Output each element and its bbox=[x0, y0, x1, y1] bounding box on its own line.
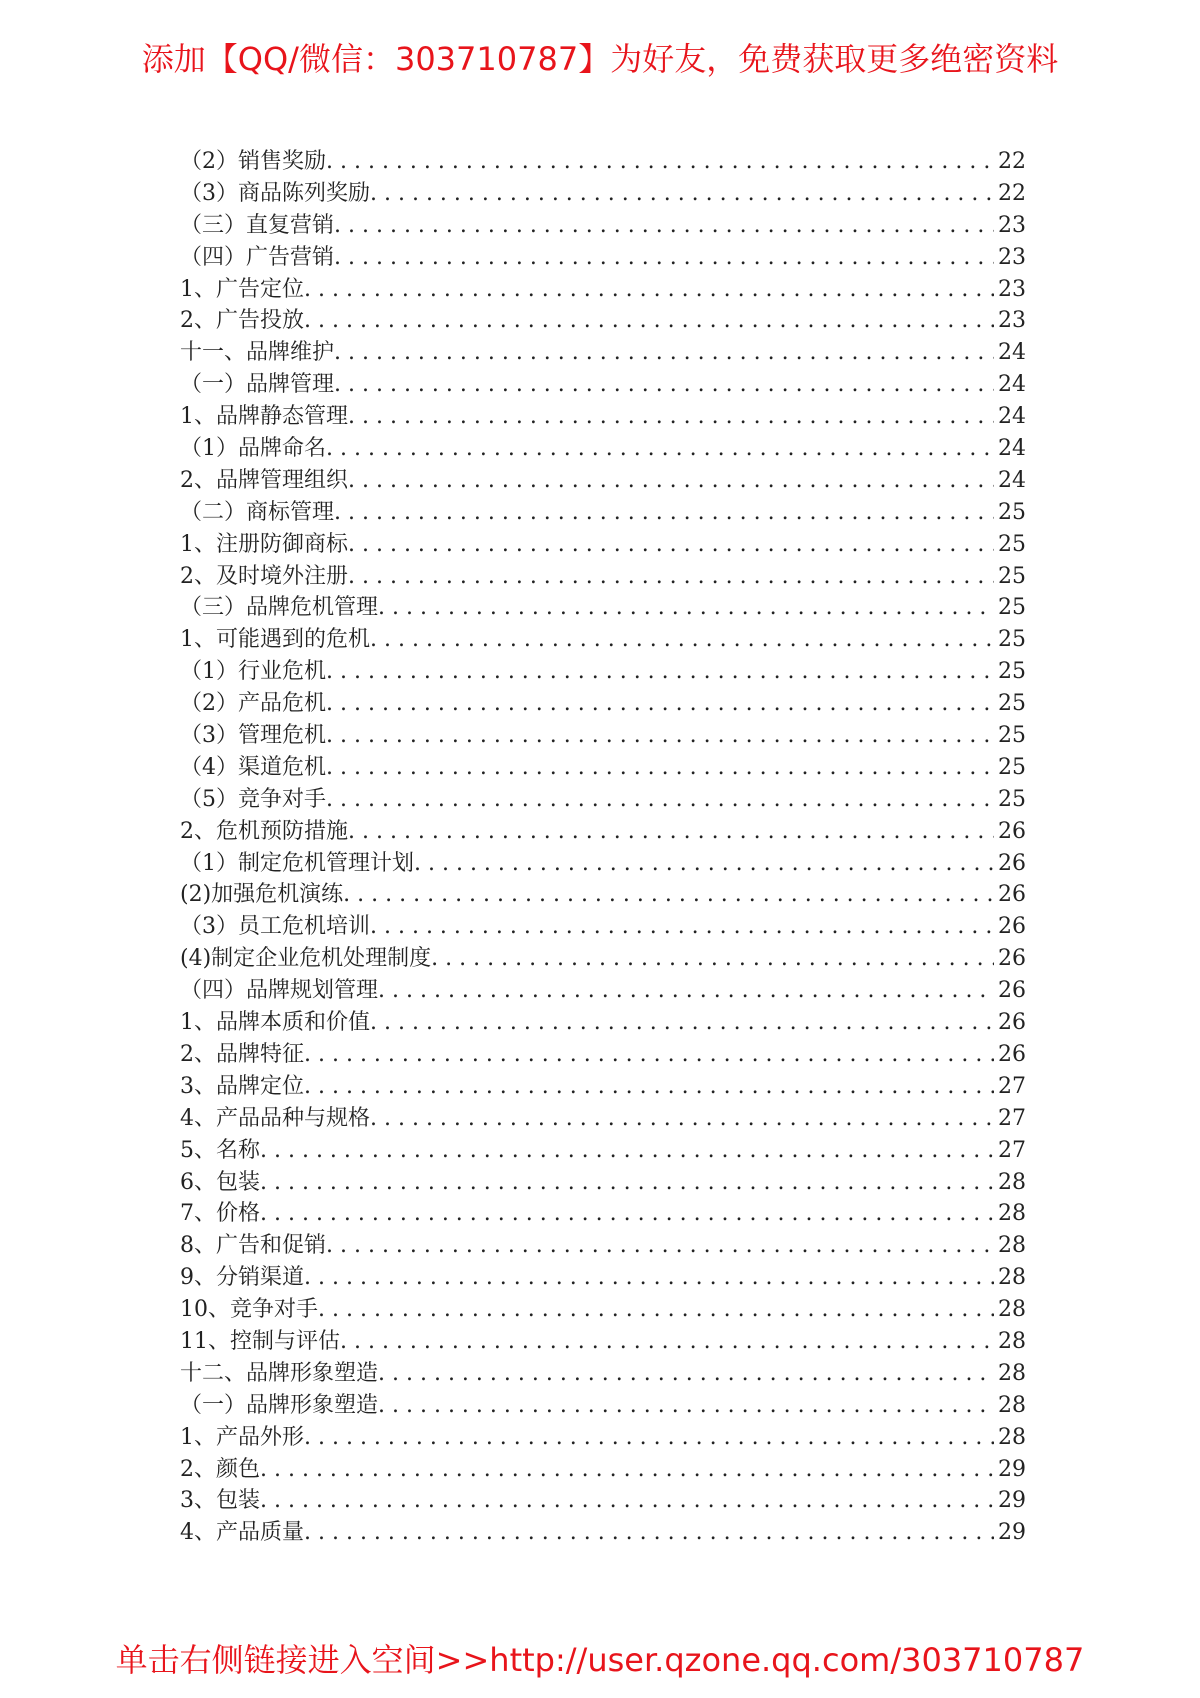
toc-entry-label: 1、可能遇到的危机 bbox=[180, 627, 370, 653]
toc-entry-page-number: 28 bbox=[998, 1265, 1026, 1291]
toc-entry-page-number: 25 bbox=[998, 691, 1026, 717]
toc-entry-label: 5、名称 bbox=[180, 1137, 260, 1163]
toc-entry-page-number: 25 bbox=[998, 531, 1026, 557]
toc-entry-label: （三）品牌危机管理 bbox=[180, 595, 379, 621]
toc-entry-page-number: 24 bbox=[998, 467, 1026, 493]
toc-entry-page-number: 25 bbox=[998, 723, 1026, 749]
toc-entry-label: （1）品牌命名 bbox=[180, 436, 326, 462]
toc-entry[interactable] bbox=[180, 401, 1026, 433]
toc-dot-leader bbox=[378, 592, 994, 624]
toc-entry-page-number: 28 bbox=[998, 1360, 1026, 1386]
toc-entry-label: (4)制定企业危机处理制度 bbox=[180, 946, 432, 972]
toc-entry[interactable] bbox=[180, 1422, 1026, 1454]
toc-entry[interactable] bbox=[180, 592, 1026, 624]
toc-dot-leader bbox=[260, 1167, 994, 1199]
toc-dot-leader bbox=[326, 656, 994, 688]
toc-entry-page-number: 28 bbox=[998, 1201, 1026, 1227]
toc-entry-page-number: 25 bbox=[998, 786, 1026, 812]
toc-entry[interactable] bbox=[180, 720, 1026, 752]
toc-dot-leader bbox=[260, 1454, 994, 1486]
toc-dot-leader bbox=[348, 816, 994, 848]
toc-dot-leader bbox=[348, 529, 994, 561]
toc-entry-page-number: 28 bbox=[998, 1233, 1026, 1259]
toc-dot-leader bbox=[343, 879, 994, 911]
toc-entry-label: 2、品牌特征 bbox=[180, 1041, 304, 1067]
toc-entry-page-number: 26 bbox=[998, 882, 1026, 908]
toc-entry-label: 1、品牌本质和价值 bbox=[180, 1010, 370, 1036]
toc-entry-label: （4）渠道危机 bbox=[180, 754, 326, 780]
toc-dot-leader bbox=[370, 178, 994, 210]
toc-entry[interactable] bbox=[180, 465, 1026, 497]
toc-dot-leader bbox=[304, 1517, 994, 1549]
toc-entry[interactable] bbox=[180, 1007, 1026, 1039]
toc-entry[interactable] bbox=[180, 624, 1026, 656]
toc-entry-label: 3、包装 bbox=[180, 1488, 260, 1514]
toc-entry-label: （四）品牌规划管理 bbox=[180, 978, 379, 1004]
toc-entry[interactable] bbox=[180, 1135, 1026, 1167]
toc-entry-page-number: 28 bbox=[998, 1328, 1026, 1354]
toc-dot-leader bbox=[334, 337, 994, 369]
toc-entry[interactable] bbox=[180, 1326, 1026, 1358]
toc-entry-page-number: 25 bbox=[998, 563, 1026, 589]
toc-dot-leader bbox=[304, 1071, 994, 1103]
toc-entry-page-number: 24 bbox=[998, 404, 1026, 430]
toc-entry[interactable] bbox=[180, 848, 1026, 880]
toc-dot-leader bbox=[334, 497, 994, 529]
toc-entry-page-number: 26 bbox=[998, 914, 1026, 940]
toc-entry[interactable] bbox=[180, 688, 1026, 720]
toc-entry[interactable] bbox=[180, 879, 1026, 911]
toc-entry[interactable] bbox=[180, 975, 1026, 1007]
toc-entry-page-number: 28 bbox=[998, 1297, 1026, 1323]
toc-entry[interactable] bbox=[180, 178, 1026, 210]
toc-entry-page-number: 23 bbox=[998, 308, 1026, 334]
toc-entry-label: 2、颜色 bbox=[180, 1456, 260, 1482]
promo-banner-top: 添加【QQ/微信：303710787】为好友，免费获取更多绝密资料 bbox=[141, 40, 1059, 78]
toc-dot-leader bbox=[378, 1390, 994, 1422]
toc-entry[interactable] bbox=[180, 1167, 1026, 1199]
toc-entry-label: （四）广告营销 bbox=[180, 244, 335, 270]
toc-entry[interactable] bbox=[180, 210, 1026, 242]
toc-dot-leader bbox=[326, 688, 994, 720]
toc-entry-label: （1）行业危机 bbox=[180, 659, 326, 685]
toc-entry[interactable] bbox=[180, 1071, 1026, 1103]
toc-entry-label: （一）品牌形象塑造 bbox=[180, 1392, 379, 1418]
toc-entry-page-number: 25 bbox=[998, 499, 1026, 525]
toc-entry-label: (2)加强危机演练 bbox=[180, 882, 344, 908]
toc-dot-leader bbox=[378, 1358, 994, 1390]
toc-entry-page-number: 24 bbox=[998, 340, 1026, 366]
toc-entry[interactable] bbox=[180, 911, 1026, 943]
toc-dot-leader bbox=[260, 1198, 994, 1230]
toc-entry-label: （3）管理危机 bbox=[180, 723, 326, 749]
toc-entry-label: （三）直复营销 bbox=[180, 212, 335, 238]
toc-dot-leader bbox=[318, 1294, 994, 1326]
toc-dot-leader bbox=[304, 1039, 994, 1071]
toc-entry-label: 1、品牌静态管理 bbox=[180, 404, 348, 430]
toc-entry[interactable] bbox=[180, 337, 1026, 369]
toc-dot-leader bbox=[326, 146, 994, 178]
toc-dot-leader bbox=[326, 1230, 994, 1262]
toc-dot-leader bbox=[414, 848, 994, 880]
toc-entry-page-number: 23 bbox=[998, 276, 1026, 302]
toc-entry-label: （2）销售奖励 bbox=[180, 149, 326, 174]
toc-entry-label: 2、及时境外注册 bbox=[180, 563, 348, 589]
toc-entry-page-number: 29 bbox=[998, 1520, 1026, 1546]
toc-entry-label: 7、价格 bbox=[180, 1201, 260, 1227]
toc-entry-label: 4、产品质量 bbox=[180, 1520, 304, 1546]
toc-entry-page-number: 22 bbox=[998, 180, 1026, 206]
toc-dot-leader bbox=[304, 1422, 994, 1454]
toc-entry-page-number: 26 bbox=[998, 1010, 1026, 1036]
toc-entry-page-number: 23 bbox=[998, 212, 1026, 238]
toc-entry[interactable] bbox=[180, 1198, 1026, 1230]
toc-dot-leader bbox=[378, 975, 994, 1007]
toc-entry[interactable] bbox=[180, 1039, 1026, 1071]
toc-entry[interactable] bbox=[180, 1262, 1026, 1294]
toc-dot-leader bbox=[326, 752, 994, 784]
toc-entry-label: 9、分销渠道 bbox=[180, 1265, 304, 1291]
toc-entry[interactable] bbox=[180, 1485, 1026, 1517]
toc-dot-leader bbox=[304, 274, 994, 306]
toc-dot-leader bbox=[304, 305, 994, 337]
toc-entry[interactable] bbox=[180, 561, 1026, 593]
toc-dot-leader bbox=[260, 1135, 994, 1167]
toc-entry-label: 1、注册防御商标 bbox=[180, 531, 348, 557]
toc-entry[interactable] bbox=[180, 497, 1026, 529]
toc-entry[interactable] bbox=[180, 433, 1026, 465]
toc-entry-page-number: 25 bbox=[998, 627, 1026, 653]
toc-entry-page-number: 29 bbox=[998, 1488, 1026, 1514]
toc-entry-page-number: 29 bbox=[998, 1456, 1026, 1482]
toc-entry[interactable] bbox=[180, 1358, 1026, 1390]
toc-dot-leader bbox=[260, 1485, 994, 1517]
toc-entry-page-number: 26 bbox=[998, 978, 1026, 1004]
toc-dot-leader bbox=[370, 1103, 994, 1135]
toc-entry-page-number: 27 bbox=[998, 1137, 1026, 1163]
toc-entry[interactable] bbox=[180, 1294, 1026, 1326]
toc-entry-label: （3）员工危机培训 bbox=[180, 914, 370, 940]
toc-dot-leader bbox=[334, 210, 994, 242]
toc-entry-page-number: 27 bbox=[998, 1105, 1026, 1131]
toc-dot-leader bbox=[370, 624, 994, 656]
toc-entry-label: （3）商品陈列奖励 bbox=[180, 180, 370, 206]
toc-dot-leader bbox=[370, 911, 994, 943]
toc-entry-page-number: 25 bbox=[998, 595, 1026, 621]
toc-entry-label: 1、产品外形 bbox=[180, 1424, 304, 1450]
toc-dot-leader bbox=[326, 784, 994, 816]
toc-entry[interactable] bbox=[180, 529, 1026, 561]
toc-entry[interactable] bbox=[180, 274, 1026, 306]
toc-entry-label: （5）竞争对手 bbox=[180, 786, 326, 812]
toc-entry[interactable] bbox=[180, 752, 1026, 784]
toc-entry[interactable] bbox=[180, 784, 1026, 816]
toc-entry-page-number: 25 bbox=[998, 659, 1026, 685]
toc-entry-label: 11、控制与评估 bbox=[180, 1328, 340, 1354]
toc-entry-label: 十一、品牌维护 bbox=[180, 340, 335, 366]
toc-entry-page-number: 26 bbox=[998, 850, 1026, 876]
toc-entry-label: 十二、品牌形象塑造 bbox=[180, 1360, 379, 1386]
toc-dot-leader bbox=[431, 943, 994, 975]
toc-entry[interactable] bbox=[180, 1390, 1026, 1422]
toc-entry-page-number: 24 bbox=[998, 372, 1026, 398]
toc-entry[interactable] bbox=[180, 305, 1026, 337]
toc-entry[interactable] bbox=[180, 369, 1026, 401]
toc-entry-label: 4、产品品种与规格 bbox=[180, 1105, 370, 1131]
toc-entry-label: 3、品牌定位 bbox=[180, 1073, 304, 1099]
toc-entry-page-number: 23 bbox=[998, 244, 1026, 270]
toc-dot-leader bbox=[348, 401, 994, 433]
toc-entry-page-number: 28 bbox=[998, 1169, 1026, 1195]
toc-entry[interactable] bbox=[180, 1454, 1026, 1486]
toc-dot-leader bbox=[304, 1262, 994, 1294]
toc-entry-page-number: 26 bbox=[998, 1041, 1026, 1067]
toc-entry-label: 2、品牌管理组织 bbox=[180, 467, 348, 493]
toc-entry-page-number: 28 bbox=[998, 1392, 1026, 1418]
toc-entry[interactable] bbox=[180, 656, 1026, 688]
toc-entry[interactable] bbox=[180, 1230, 1026, 1262]
toc-dot-leader bbox=[348, 561, 994, 593]
toc-dot-leader bbox=[340, 1326, 994, 1358]
toc-entry-label: （1）制定危机管理计划 bbox=[180, 850, 414, 876]
toc-entry-page-number: 26 bbox=[998, 946, 1026, 972]
toc-entry-page-number: 26 bbox=[998, 818, 1026, 844]
toc-entry[interactable] bbox=[180, 146, 1026, 178]
toc-entry-page-number: 27 bbox=[998, 1073, 1026, 1099]
table-of-contents bbox=[180, 146, 1026, 1549]
toc-entry-label: 2、危机预防措施 bbox=[180, 818, 348, 844]
toc-entry-label: 2、广告投放 bbox=[180, 308, 304, 334]
toc-dot-leader bbox=[370, 1007, 994, 1039]
toc-entry-label: （二）商标管理 bbox=[180, 499, 335, 525]
toc-entry-page-number: 22 bbox=[998, 149, 1026, 174]
toc-entry-label: 6、包装 bbox=[180, 1169, 260, 1195]
toc-entry-label: 8、广告和促销 bbox=[180, 1233, 326, 1259]
toc-entry-page-number: 24 bbox=[998, 436, 1026, 462]
toc-entry-label: （2）产品危机 bbox=[180, 691, 326, 717]
toc-dot-leader bbox=[348, 465, 994, 497]
toc-entry[interactable] bbox=[180, 943, 1026, 975]
toc-entry-label: 1、广告定位 bbox=[180, 276, 304, 302]
toc-dot-leader bbox=[326, 433, 994, 465]
toc-entry[interactable] bbox=[180, 1103, 1026, 1135]
qzone-link-banner[interactable]: 单击右侧链接进入空间>>http://user.qzone.qq.com/303710787 bbox=[115, 1641, 1085, 1679]
toc-entry-label: 10、竞争对手 bbox=[180, 1297, 318, 1323]
toc-dot-leader bbox=[326, 720, 994, 752]
toc-entry-label: （一）品牌管理 bbox=[180, 372, 335, 398]
toc-dot-leader bbox=[334, 242, 994, 274]
toc-entry-page-number: 28 bbox=[998, 1424, 1026, 1450]
toc-entry-page-number: 25 bbox=[998, 754, 1026, 780]
toc-entry[interactable] bbox=[180, 1517, 1026, 1549]
toc-entry[interactable] bbox=[180, 242, 1026, 274]
toc-dot-leader bbox=[334, 369, 994, 401]
toc-entry[interactable] bbox=[180, 816, 1026, 848]
